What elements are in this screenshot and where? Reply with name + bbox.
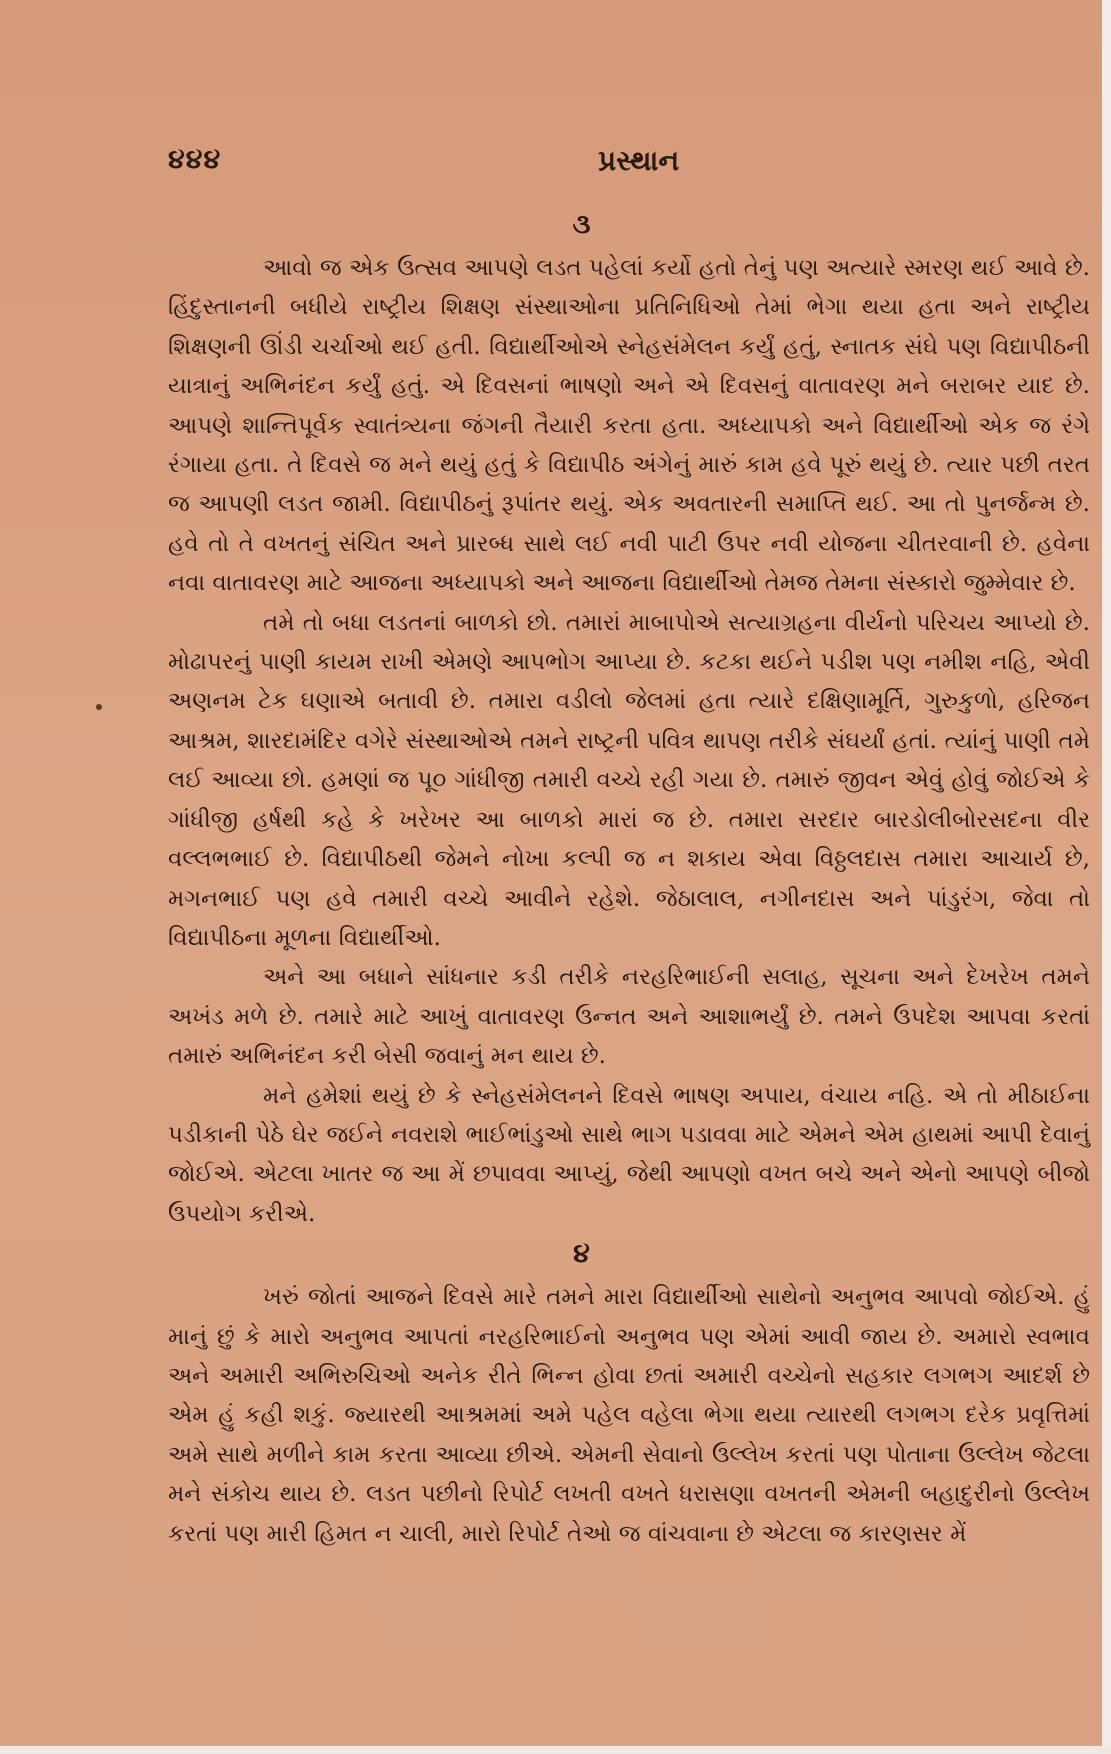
scan-edge-bottom [0, 1746, 1111, 1754]
paragraph: મને હમેશાં થયું છે કે સ્નેહસંમેલનને દિવસે ભાષણ અપાય, વંચાય નહિ. એ તો મીઠાઈના પડીકાની પેઠે ઘેર જઈને નવરાશે ભાઈભાંડુઓ સાથે ભાગ પડાવવા માટે એમને એમ હાથમાં આપી દેવાનું જોઈએ. એટલા ખાતર જ આ મેં છપાવવા આપ્યું, જેથી આપણો વખત બચે અને એનો આપણે બીજો ઉપયોગ કરીએ. [168, 1082, 1090, 1227]
section-number: ૪ [573, 1238, 590, 1270]
paragraph: આવો જ એક ઉત્સવ આપણે લડત પહેલાં કર્યો હતો તેનું પણ અત્યારે સ્મરણ થઈ આવે છે. હિંદુસ્તાનની બધીયે રાષ્ટ્રીય શિક્ષણ સંસ્થાઓના પ્રતિનિધિઓ તેમાં ભેગા થયા હતા અને રાષ્ટ્રીય શિક્ષણની ઊંડી ચર્ચાઓ થઈ હતી. વિદ્યાર્થીઓએ સ્નેહસંમેલન કર્યું હતું, સ્નાતક સંઘે પણ વિદ્યાપીઠની યાત્રાનું અભિનંદન કર્યું હતું. એ દિવસનાં ભાષણો અને એ દિવસનું વાતાવરણ મને બરાબર યાદ છે. આપણે શાન્તિપૂર્વક સ્વાતંત્ર્યના જંગની તૈયારી કરતા હતા. અધ્યાપકો અને વિદ્યાર્થીઓ એક જ રંગે રંગાયા હતા. તે દિવસે જ મને થયું હતું કે વિદ્યાપીઠ અંગેનું મારું કામ હવે પૂરું થયું છે. ત્યાર પછી તરત જ આપણી લડત જામી. વિદ્યાપીઠનું રૂપાંતર થયું. એક અવતારની સમાપ્તિ થઈ. આ તો પુનર્જન્મ છે. હવે તો તે વખતનું સંચિત અને પ્રારબ્ધ સાથે લઈ નવી પાટી ઉપર નવી યોજના ચીતરવાની છે. હવેના નવા વાતાવરણ માટે આજના અધ્યાપકો અને આજના વિદ્યાર્થીઓ તેમજ તેમના સંસ્કારો જુમ્મેવાર છે. [168, 255, 1090, 597]
paragraph: ખરું જોતાં આજને દિવસે મારે તમને મારા વિદ્યાર્થીઓ સાથેનો અનુભવ આપવો જોઈએ. હું માનું છું કે મારો અનુભવ આપતાં નરહરિભાઈનો અનુભવ પણ એમાં આવી જાય છે. અમારો સ્વભાવ અને અમારી અભિરુચિઓ અનેક રીતે ભિન્ન હોવા છતાં અમારી વચ્ચેનો સહકાર લગભગ આદર્શ છે એમ હું કહી શકું. જ્યારથી આશ્રમમાં અમે પહેલ વહેલા ભેગા થયા ત્યારથી લગભગ દરેક પ્રવૃત્તિમાં અમે સાથે મળીને કામ કરતા આવ્યા છીએ. એમની સેવાનો ઉલ્લેખ કરતાં પણ પોતાના ઉલ્લેખ જેટલા મને સંકોચ થાય છે. લડત પછીનો રિપોર્ટ લખતી વખતે ધરાસણા વખતની એમની બહાદુરીનો ઉલ્લેખ કરતાં પણ મારી હિમત ન ચાલી, મારો રિપોર્ટ તેઓ જ વાંચવાના છે એટલા જ કારણસર મેં [168, 1284, 1090, 1547]
paragraph: અને આ બધાને સાંધનાર કડી તરીકે નરહરિભાઈની સલાહ, સૂચના અને દેખરેખ તમને અખંડ મળે છે. તમારે માટે આખું વાતાવરણ ઉન્નત અને આશાભર્યું છે. તમને ઉપદેશ આપવા કરતાં તમારું અભિનંદન કરી બેસી જવાનું મન થાય છે. [168, 964, 1090, 1070]
page-body [168, 205, 1090, 1554]
paragraph: તમે તો બધા લડતનાં બાળકો છો. તમારાં માબાપોએ સત્યાગ્રહના વીર્યનો પરિચય આપ્યો છે. મોઢાપરનું પાણી કાયમ રાખી એમણે આપભોગ આપ્યા છે. કટકા થઈને પડીશ પણ નમીશ નહિ, એવી અણનમ ટેક ઘણાએ બતાવી છે. તમારા વડીલો જેલમાં હતા ત્યારે દક્ષિણામૂર્તિ, ગુરુકુળો, હરિજન આશ્રમ, શારદામંદિર વગેરે સંસ્થાઓએ તમને રાષ્ટ્રની પવિત્ર થાપણ તરીકે સંઘર્યાં હતાં. ત્યાંનું પાણી તમે લઈ આવ્યા છો. હમણાં જ પૂ૦ ગાંધીજી તમારી વચ્ચે રહી ગયા છે. તમારું જીવન એવું હોવું જોઈએ કે ગાંધીજી હર્ષથી કહે કે ખરેખર આ બાળકો મારાં જ છે. તમારા સરદાર બારડોલીબોરસદના વીર વલ્લભભાઈ છે. વિદ્યાપીઠથી જેમને નોખા કલ્પી જ ન શકાય એવા વિઠ્ઠલદાસ તમારા આચાર્ય છે, મગનભાઈ પણ હવે તમારી વચ્ચે આવીને રહેશે. જેઠાલાલ, નગીનદાસ અને પાંડુરંગ, જેવા તો વિદ્યાપીઠના મૂળના વિદ્યાર્થીઓ. [168, 609, 1090, 951]
section-number: ૩ [572, 209, 591, 240]
page-header [168, 144, 1088, 184]
running-title: પ્રસ્થાન [598, 144, 680, 177]
paper-speck [96, 704, 102, 710]
scan-edge-right [1102, 0, 1111, 1754]
page-number: ૪૪૪ [168, 144, 222, 175]
